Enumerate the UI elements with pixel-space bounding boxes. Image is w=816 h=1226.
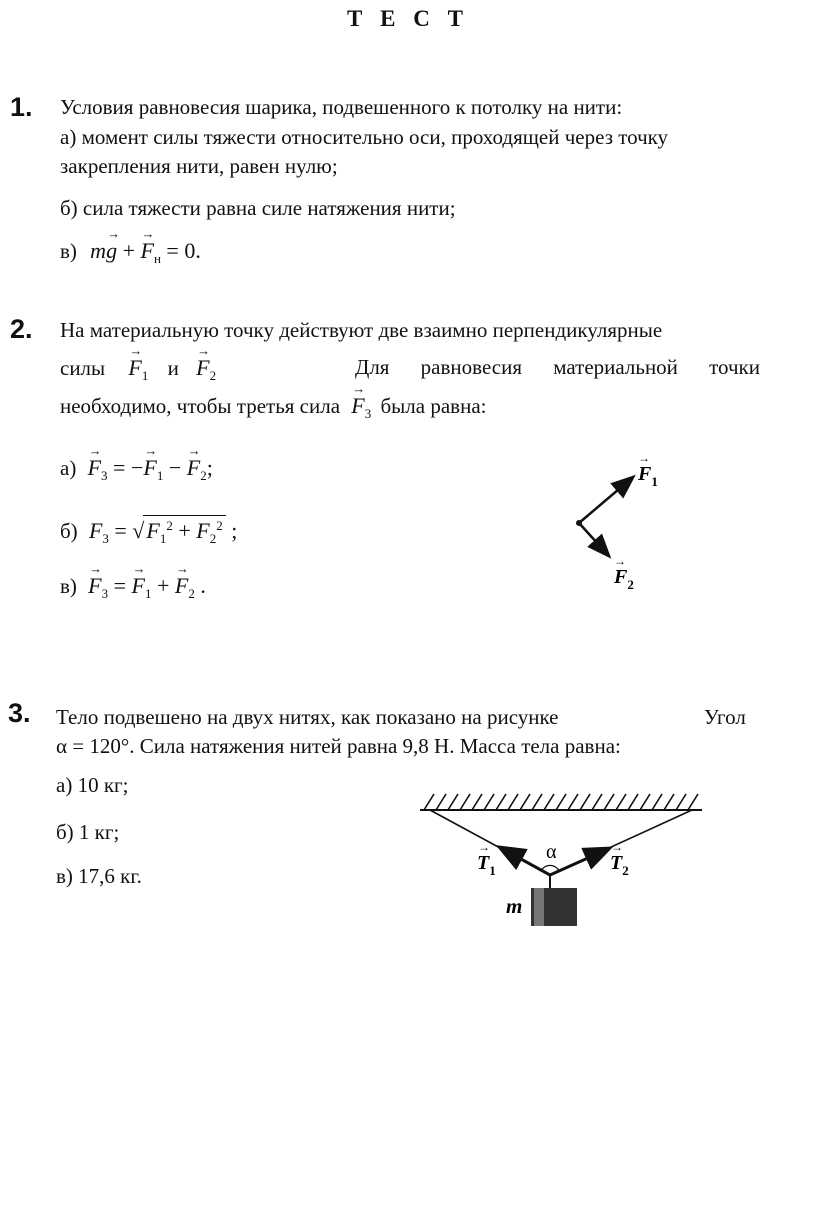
- label-f1: $F_1$: [638, 463, 658, 489]
- svg-text:→: →: [614, 554, 626, 568]
- question-number: 3.: [8, 698, 31, 728]
- force-vector-f1: [579, 478, 632, 523]
- answer-option-v: [60, 238, 201, 267]
- label-t2: $T_2$: [610, 852, 629, 878]
- question-text: Тело подвешено на двух нитях, как показано на рисунке: [56, 705, 559, 729]
- question-text: Условия равновесия шарика, подвешенного к потолку на нити:: [60, 95, 623, 119]
- question-text-continued: α = 120°. Сила натяжения нитей равна 9,8 Н. Масса тела равна:: [56, 734, 621, 758]
- svg-text:→: →: [478, 840, 490, 854]
- answer-option-a: $а) \to F_3$ = −→ $F_1$ − → $F_2$;: [60, 455, 213, 484]
- answer-option-b: б) сила тяжести равна силе натяжения нити;: [60, 196, 456, 220]
- question-number: 2.: [10, 314, 33, 344]
- equilibrium-formula: m→ g + → $F_н = 0$.: [90, 238, 201, 263]
- option-label: в): [60, 239, 77, 263]
- label-mass: m: [506, 894, 523, 918]
- question-text: На материальную точку действуют две взаимно перпендикулярные: [60, 318, 663, 342]
- label-f2: $F_2$: [614, 566, 634, 592]
- answer-option-b: б) 1 кг;: [56, 820, 120, 844]
- answer-option-a: а) 10 кг;: [56, 773, 129, 797]
- label-t1: $T_1$: [477, 852, 496, 878]
- question-text-third-force: необходимо, чтобы третья сила → $F_3$ была равна:: [60, 393, 486, 422]
- question-text-equilibrium: Для равновесия материальной точки: [355, 355, 760, 379]
- force-diagram: [560, 450, 680, 600]
- suspension-diagram: [410, 780, 710, 940]
- answer-option-b: б) $F_3 = √F_1^2 + F_2^2$ ;: [60, 515, 237, 547]
- answer-option-a-continued: закрепления нити, равен нулю;: [60, 154, 338, 178]
- force-vector-f2: [579, 523, 608, 555]
- question-text-angle: Угол: [704, 705, 746, 729]
- answer-option-v: $в) \to F_3$ = → $F_1$ + → $F_2$ .: [60, 573, 206, 602]
- tension-vector-t1: [501, 848, 550, 875]
- question-text-forces: силы → $F_1$ $и \to F_2$: [60, 355, 216, 384]
- svg-text:→: →: [611, 840, 623, 854]
- answer-option-a: а) момент силы тяжести относительно оси, проходящей через точку: [60, 125, 669, 149]
- svg-text:→: →: [638, 451, 650, 465]
- page-title: Т Е С Т: [347, 6, 469, 31]
- answer-option-v: в) 17,6 кг.: [56, 864, 142, 888]
- ceiling-hatching: [420, 794, 702, 810]
- question-number: 1.: [10, 92, 33, 122]
- label-alpha: α: [546, 841, 557, 863]
